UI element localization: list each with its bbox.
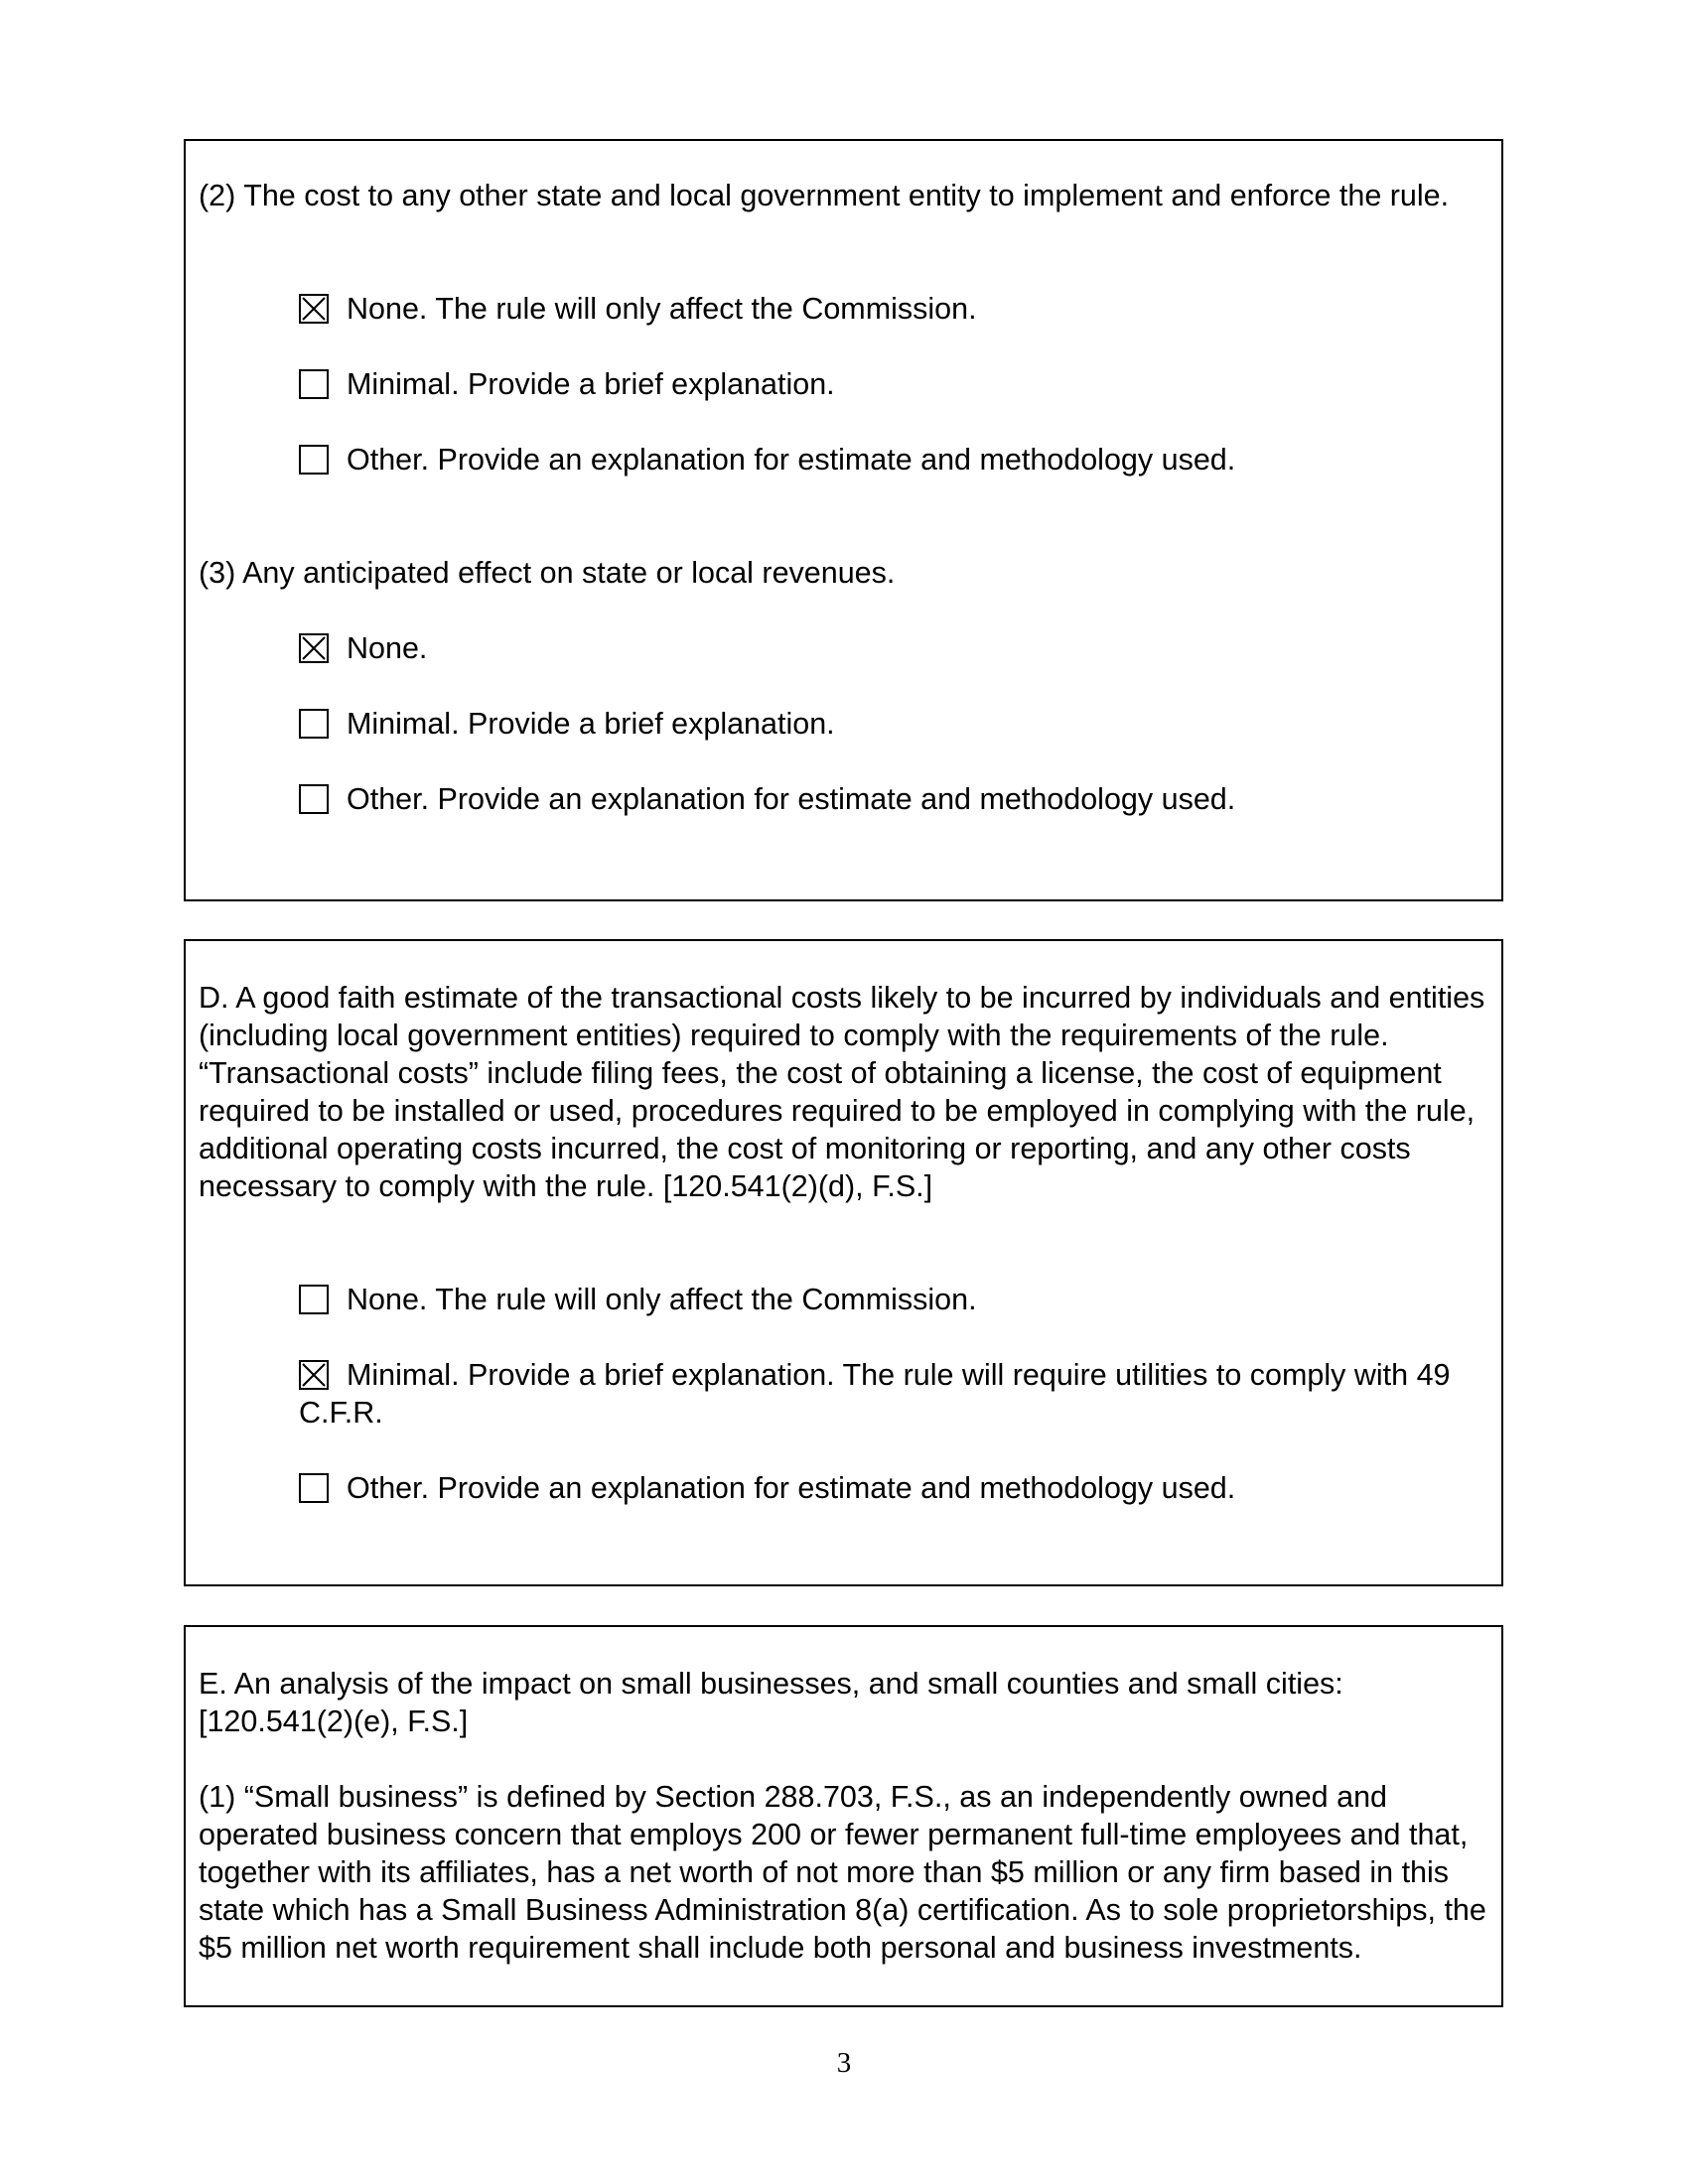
section-d-option-none[interactable] [299,1281,1488,1318]
checkbox-icon[interactable] [299,1473,329,1503]
section-d-box [184,939,1503,1586]
section-e-question: E. An analysis of the impact on small businesses, and small counties and small cities: [120.541(2)(e), F.S.] [199,1667,1343,1738]
option-label: Other. Provide an explanation for estimate and methodology used. [347,1471,1236,1505]
checkbox-icon[interactable] [299,1285,329,1314]
option-label: Minimal. Provide a brief explanation. [347,707,835,741]
item-2-option-minimal[interactable] [299,365,1488,403]
checkbox-checked-icon[interactable] [299,294,329,324]
section-d-option-minimal[interactable] [299,1356,1462,1432]
checkbox-icon[interactable] [299,369,329,399]
item-3-option-other[interactable] [299,780,1488,818]
item-3-option-minimal[interactable] [299,705,1488,743]
checkbox-checked-icon[interactable] [299,1360,329,1390]
item-2-option-none[interactable] [299,290,1488,328]
item-2-option-other[interactable] [299,441,1488,478]
section-e-box [184,1625,1503,2007]
section-c-box [184,139,1503,901]
option-label: Other. Provide an explanation for estimate and methodology used. [347,782,1236,816]
small-business-definition: (1) “Small business” is defined by Section 288.703, F.S., as an independently owned and operated business concern that employs 200 or fewer permanent full-time employees and that, together with its affiliates, has a net worth of not more than $5 million or any firm based in this state which has a Small Business Administration 8(a) certification. As to sole proprietorships, the $5 million net worth requirement shall include both personal and business investments. [199,1780,1486,1965]
checkbox-icon[interactable] [299,709,329,739]
section-d-question: D. A good faith estimate of the transactional costs likely to be incurred by individuals and entities (including local government entities) required to comply with the requirements of the rule. “Transactional costs” include filing fees, the cost of obtaining a license, the cost of equipment required to be installed or used, procedures required to be employed in complying with the rule, additional operating costs incurred, the cost of monitoring or reporting, and any other costs necessary to comply with the rule. [120.541(2)(d), F.S.] [199,981,1485,1203]
checkbox-icon[interactable] [299,445,329,475]
page-number: 3 [836,2047,852,2079]
checkbox-icon[interactable] [299,784,329,814]
option-label: Minimal. Provide a brief explanation. The rule will require utilities to comply with 49 C.F.R. [299,1358,1451,1430]
option-label: Other. Provide an explanation for estimate and methodology used. [347,443,1236,477]
option-label: None. The rule will only affect the Commission. [347,292,977,326]
item-2-question: (2) The cost to any other state and local government entity to implement and enforce the rule. [199,179,1450,212]
checkbox-checked-icon[interactable] [299,633,329,663]
item-3-option-none[interactable] [299,629,1488,667]
option-label: None. The rule will only affect the Commission. [347,1283,977,1316]
section-d-option-other[interactable] [299,1469,1488,1507]
item-3-question: (3) Any anticipated effect on state or local revenues. [199,556,896,590]
option-label: Minimal. Provide a brief explanation. [347,367,835,401]
option-label: None. [347,631,428,665]
